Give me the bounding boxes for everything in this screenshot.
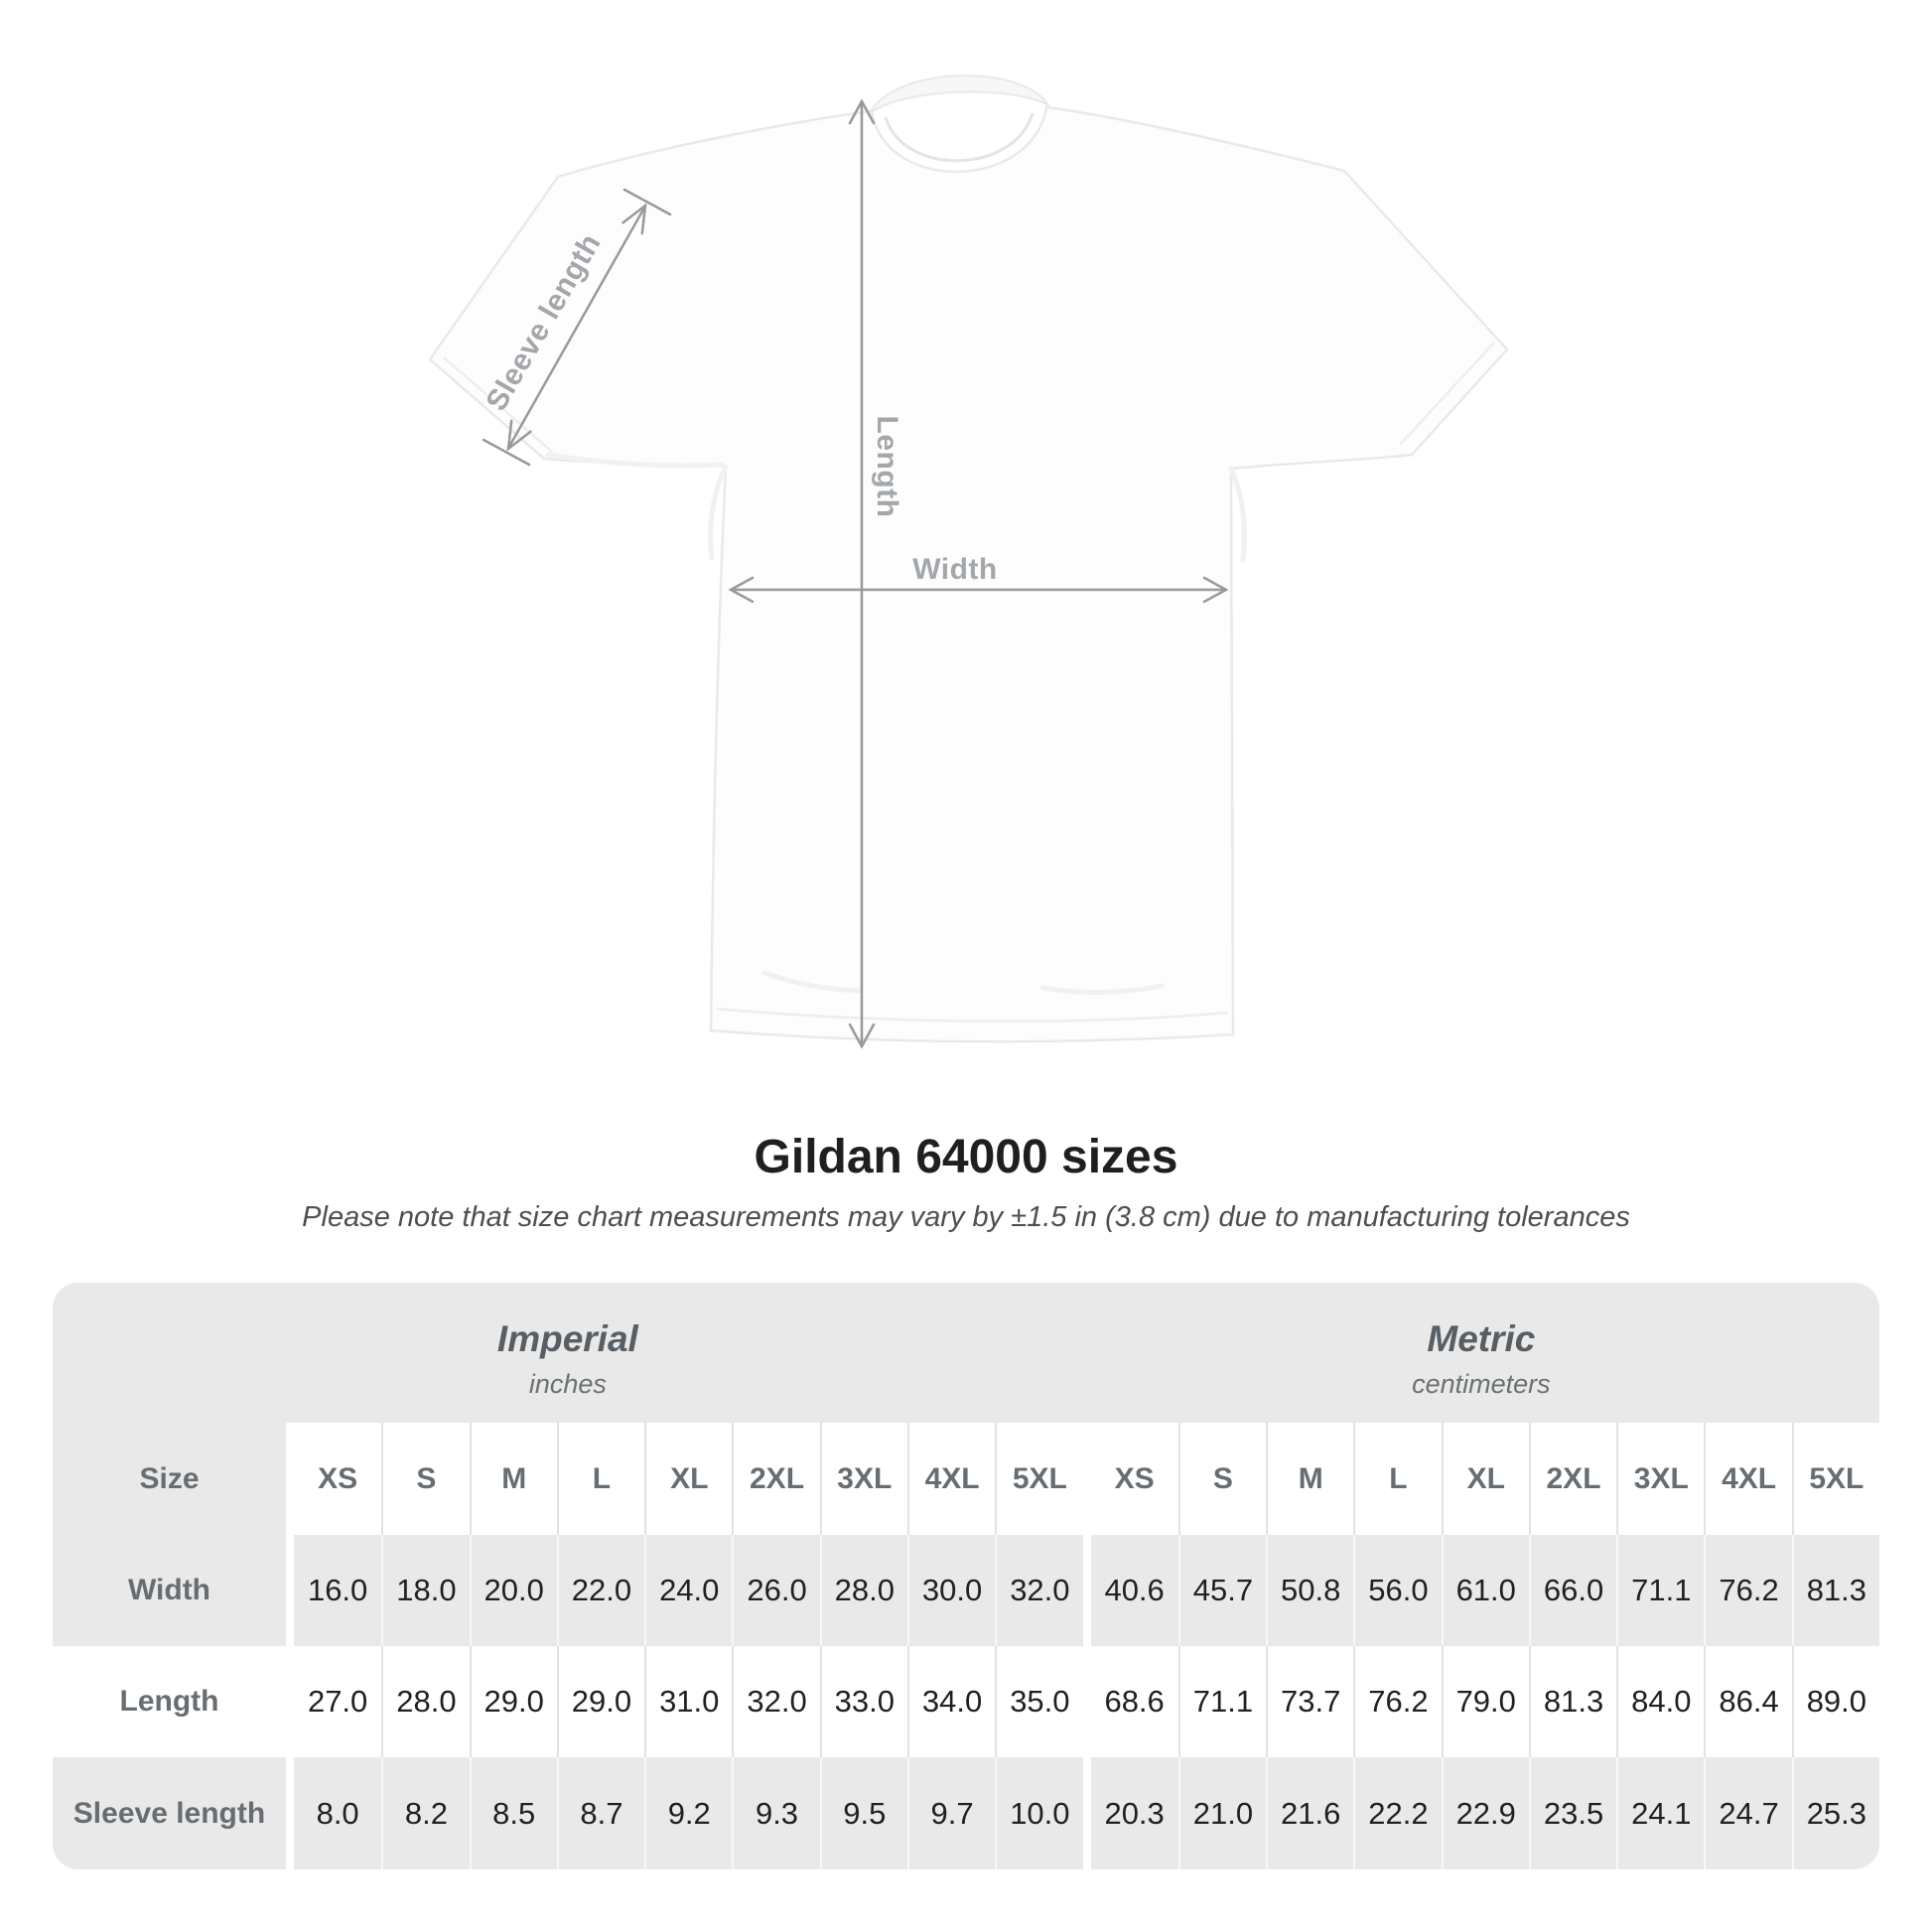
size-table [53, 1283, 1879, 1869]
column-group-divider [286, 1423, 294, 1535]
unit-group-imperial [53, 1283, 1083, 1423]
measurement-cell: 34.0 [907, 1646, 995, 1757]
measurement-cell: 23.5 [1529, 1757, 1616, 1869]
measurement-cell: 30.0 [907, 1535, 995, 1646]
size-col-header: 4XL [1704, 1423, 1791, 1535]
size-col-header: XL [1442, 1423, 1529, 1535]
measurement-cell: 20.0 [470, 1535, 557, 1646]
measurement-cell: 25.3 [1792, 1757, 1879, 1869]
measurement-cell: 84.0 [1616, 1646, 1704, 1757]
measurement-cell: 79.0 [1442, 1646, 1529, 1757]
collar-back [870, 75, 1048, 113]
column-group-divider [1083, 1423, 1091, 1535]
measurement-cell: 22.2 [1353, 1757, 1441, 1869]
length-label: Length [871, 415, 903, 518]
length-row [53, 1646, 1879, 1757]
measurement-cell: 32.0 [995, 1535, 1082, 1646]
measurement-cell: 20.3 [1091, 1757, 1178, 1869]
collar-band-stitch [886, 113, 1033, 161]
metric-group-label: Metric [1427, 1317, 1536, 1359]
measurement-cell: 32.0 [732, 1646, 819, 1757]
measurement-cell: 16.0 [294, 1535, 381, 1646]
sleeve-length-row [53, 1757, 1879, 1869]
measurement-cell: 18.0 [381, 1535, 469, 1646]
measurement-cell: 8.7 [557, 1757, 644, 1869]
size-col-header: 3XL [820, 1423, 907, 1535]
measurement-cell: 76.2 [1353, 1646, 1441, 1757]
measurement-cell: 56.0 [1353, 1535, 1441, 1646]
measurement-cell: 40.6 [1091, 1535, 1178, 1646]
size-col-header: L [1353, 1423, 1441, 1535]
size-header-row [53, 1423, 1879, 1535]
measurement-cell: 29.0 [470, 1646, 557, 1757]
column-group-divider [286, 1646, 294, 1757]
measurement-cell: 71.1 [1616, 1535, 1704, 1646]
measurement-cell: 50.8 [1266, 1535, 1353, 1646]
measurement-cell: 24.7 [1704, 1757, 1791, 1869]
size-col-header: XS [1091, 1423, 1178, 1535]
size-header-label: Size [53, 1423, 286, 1535]
unit-group-metric [1083, 1283, 1879, 1423]
measurement-cell: 22.9 [1442, 1757, 1529, 1869]
size-col-header: M [470, 1423, 557, 1535]
measurement-cell: 45.7 [1178, 1535, 1266, 1646]
measurement-cell: 81.3 [1529, 1646, 1616, 1757]
row-header-length: Length [53, 1646, 286, 1757]
size-col-header: XS [294, 1423, 381, 1535]
metric-group-unit: centimeters [1412, 1368, 1551, 1399]
measurement-cell: 21.6 [1266, 1757, 1353, 1869]
measurement-cell: 89.0 [1792, 1646, 1879, 1757]
measurement-cell: 28.0 [820, 1535, 907, 1646]
column-group-divider [1083, 1535, 1091, 1646]
measurement-cell: 31.0 [644, 1646, 732, 1757]
measurement-cell: 8.0 [294, 1757, 381, 1869]
measurement-cell: 27.0 [294, 1646, 381, 1757]
size-col-header: 2XL [1529, 1423, 1616, 1535]
measurement-cell: 35.0 [995, 1646, 1082, 1757]
measurement-cell: 66.0 [1529, 1535, 1616, 1646]
size-col-header: 3XL [1616, 1423, 1704, 1535]
measurement-cell: 9.2 [644, 1757, 732, 1869]
measurement-cell: 68.6 [1091, 1646, 1178, 1757]
measurement-cell: 24.1 [1616, 1757, 1704, 1869]
measurement-cell: 61.0 [1442, 1535, 1529, 1646]
size-col-header: 2XL [732, 1423, 819, 1535]
measurement-cell: 10.0 [995, 1757, 1082, 1869]
size-col-header: S [1178, 1423, 1266, 1535]
measurement-cell: 9.7 [907, 1757, 995, 1869]
measurement-cell: 71.1 [1178, 1646, 1266, 1757]
tolerance-note: Please note that size chart measurements may vary by ±1.5 in (3.8 cm) due to manufacturing tolerances [302, 1201, 1630, 1233]
row-header-sleeve-length: Sleeve length [53, 1757, 286, 1869]
measurement-cell: 26.0 [732, 1535, 819, 1646]
measurement-cell: 73.7 [1266, 1646, 1353, 1757]
imperial-group-label: Imperial [496, 1317, 638, 1359]
size-col-header: XL [644, 1423, 732, 1535]
measurement-cell: 28.0 [381, 1646, 469, 1757]
size-col-header: 5XL [995, 1423, 1082, 1535]
measurement-cell: 21.0 [1178, 1757, 1266, 1869]
measurement-cell: 8.5 [470, 1757, 557, 1869]
measurement-cell: 76.2 [1704, 1535, 1791, 1646]
column-group-divider [1083, 1646, 1091, 1757]
imperial-group-unit: inches [528, 1368, 607, 1399]
measurement-cell: 81.3 [1792, 1535, 1879, 1646]
column-group-divider [286, 1757, 294, 1869]
size-col-header: S [381, 1423, 469, 1535]
column-group-divider [1083, 1757, 1091, 1869]
column-group-divider [286, 1535, 294, 1646]
measurement-cell: 29.0 [557, 1646, 644, 1757]
size-col-header: L [557, 1423, 644, 1535]
measurement-cell: 86.4 [1704, 1646, 1791, 1757]
measurement-cell: 33.0 [820, 1646, 907, 1757]
sleeve-length-label: Sleeve length [480, 227, 608, 417]
size-col-header: 5XL [1792, 1423, 1879, 1535]
size-col-header: M [1266, 1423, 1353, 1535]
measurement-cell: 22.0 [557, 1535, 644, 1646]
unit-group-header-row [53, 1283, 1879, 1423]
width-row [53, 1535, 1879, 1646]
measurement-cell: 24.0 [644, 1535, 732, 1646]
width-label: Width [912, 553, 998, 586]
page-title: Gildan 64000 sizes [754, 1131, 1178, 1183]
measurement-cell: 8.2 [381, 1757, 469, 1869]
measurement-cell: 9.5 [820, 1757, 907, 1869]
size-col-header: 4XL [907, 1423, 995, 1535]
row-header-width: Width [53, 1535, 286, 1646]
measurement-cell: 9.3 [732, 1757, 819, 1869]
